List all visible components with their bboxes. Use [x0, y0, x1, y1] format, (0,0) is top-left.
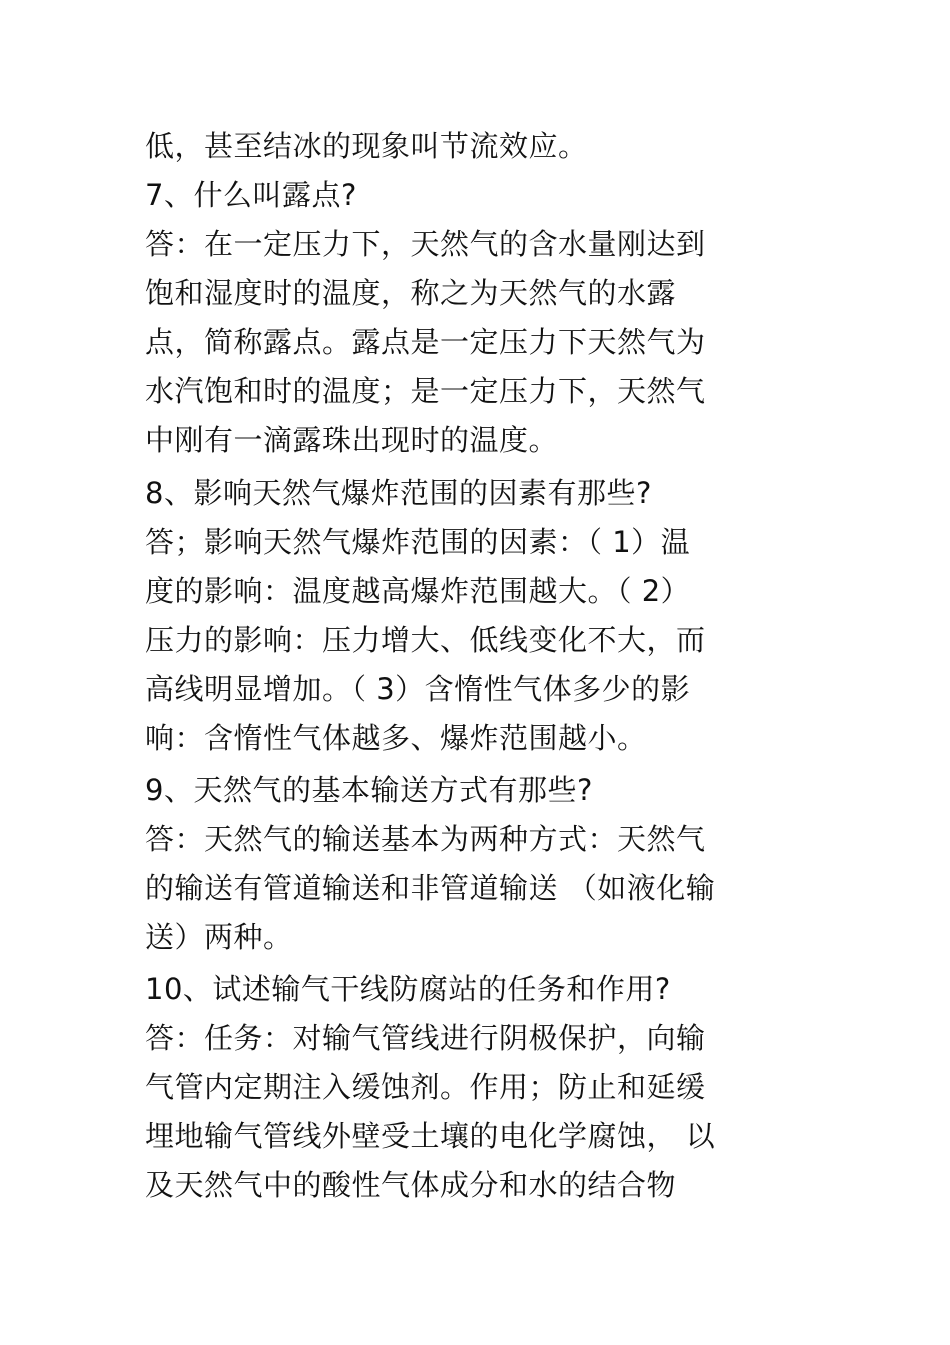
question-8: 8、影响天然气爆炸范围的因素有那些?: [145, 476, 652, 510]
question-10: 10、试述输气干线防腐站的任务和作用?: [145, 972, 671, 1006]
text-line: 饱和湿度时的温度，称之为天然气的水露: [145, 276, 677, 310]
text-line: 及天然气中的酸性气体成分和水的结合物: [145, 1168, 677, 1202]
text-line: 响：含惰性气体越多、爆炸范围越小。: [145, 721, 647, 755]
text-line: 埋地输气管线外壁受土壤的电化学腐蚀， 以: [145, 1119, 716, 1153]
text-line: 答：任务：对输气管线进行阴极保护，向输: [145, 1021, 706, 1055]
text-line: 气管内定期注入缓蚀剂。作用；防止和延缓: [145, 1070, 706, 1104]
text-line: 答：在一定压力下，天然气的含水量刚达到: [145, 227, 706, 261]
text-line: 答：天然气的输送基本为两种方式：天然气: [145, 822, 706, 856]
text-line: 送）两种。: [145, 920, 293, 954]
text-line: 度的影响：温度越高爆炸范围越大。（ 2）: [145, 574, 691, 608]
question-7: 7、什么叫露点?: [145, 178, 357, 212]
text-line: 答；影响天然气爆炸范围的因素：（ 1）温: [145, 525, 691, 559]
text-line: 压力的影响：压力增大、低线变化不大，而: [145, 623, 706, 657]
text-line: 的输送有管道输送和非管道输送 （如液化输: [145, 871, 716, 905]
text-line: 水汽饱和时的温度；是一定压力下，天然气: [145, 374, 706, 408]
text-line: 中刚有一滴露珠出现时的温度。: [145, 423, 559, 457]
text-line: 低，甚至结冰的现象叫节流效应。: [145, 129, 588, 163]
text-line: 点，简称露点。露点是一定压力下天然气为: [145, 325, 706, 359]
text-line: 高线明显增加。（ 3）含惰性气体多少的影: [145, 672, 691, 706]
question-9: 9、天然气的基本输送方式有那些?: [145, 773, 593, 807]
